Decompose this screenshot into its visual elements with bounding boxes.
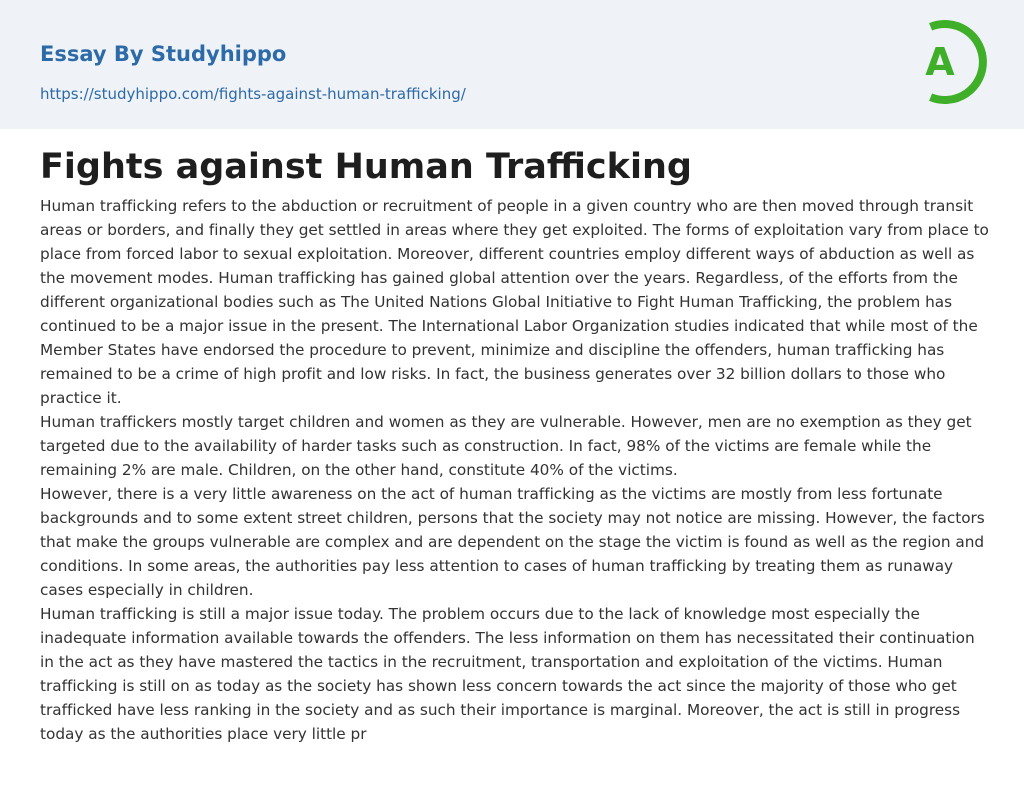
site-brand[interactable]: Essay By Studyhippo [40, 42, 287, 66]
essay-paragraph: However, there is a very little awareness on the act of human trafficking as the victims are mostly from less fortunate backgrounds and to some extent street children, persons that the society may not notice are missing. However, the factors that make the groups vulnerable are complex and are dependent on the stage the victim is found as well as the region and conditions. In some areas, the authorities pay less attention to cases of human trafficking by treating them as runaway cases especially in children. [40, 485, 985, 599]
page-url-link[interactable]: https://studyhippo.com/fights-against-human-trafficking/ [40, 85, 466, 103]
essay-body [40, 194, 992, 746]
essay-paragraph: Human trafficking refers to the abduction or recruitment of people in a given country who are then moved through transit areas or borders, and finally they get settled in areas where they get exploited. The forms of exploitation vary from place to place from forced labor to sexual exploitation. Moreover, different countries employ different ways of abduction as well as the movement modes. Human trafficking has gained global attention over the years. Regardless, of the efforts from the different organizational bodies such as The United Nations Global Initiative to Fight Human Trafficking, the problem has continued to be a major issue in the present. The International Labor Organization studies indicated that while most of the Member States have endorsed the procedure to prevent, minimize and discipline the offenders, human trafficking has remained to be a crime of high profit and low risks. In fact, the business generates over 32 billion dollars to those who practice it. [40, 197, 989, 407]
essay-title: Fights against Human Trafficking [40, 147, 692, 187]
essay-paragraph: Human traffickers mostly target children and women as they are vulnerable. However, men are no exemption as they get targeted due to the availability of harder tasks such as construction. In fact, 98% of the victims are female while the remaining 2% are male. Children, on the other hand, constitute 40% of the victims. [40, 413, 972, 479]
essay-paragraph: Human trafficking is still a major issue today. The problem occurs due to the lack of knowledge most especially the inadequate information available towards the offenders. The less information on them has necessitated their continuation in the act as they have mastered the tactics in the recruitment, transportation and exploitation of the victims. Human trafficking is still on as today as the society has shown less concern towards the act since the majority of those who get trafficked have less ranking in the society and as such their importance is marginal. Moreover, the act is still in progress today as the authorities place very little pr [40, 605, 975, 743]
studyhippo-logo-icon[interactable] [910, 18, 988, 106]
site-header [0, 0, 1024, 129]
logo-letter: A [925, 40, 955, 84]
